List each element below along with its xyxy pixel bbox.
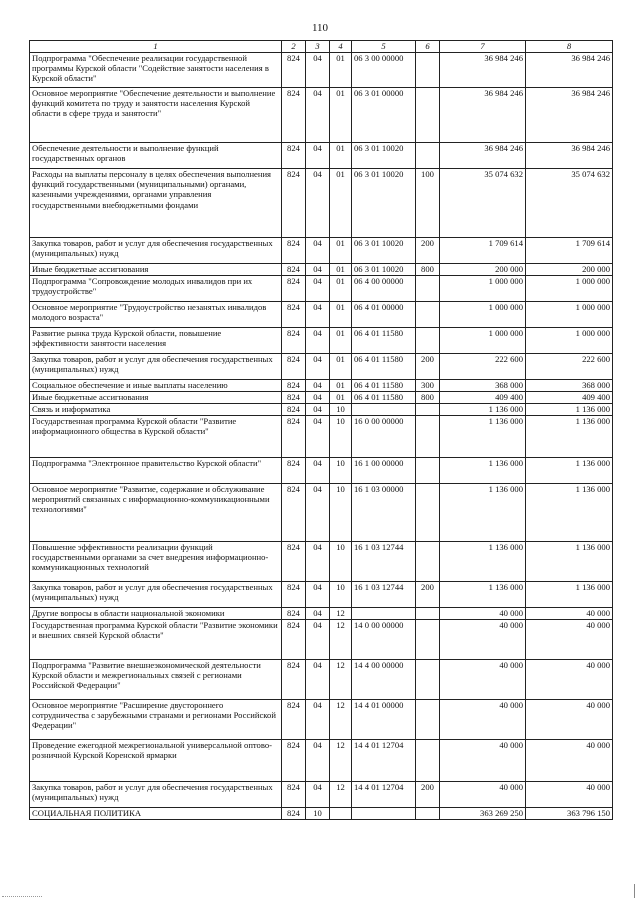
table-row	[30, 238, 613, 264]
table-row	[30, 458, 613, 484]
cell-name: Иные бюджетные ассигнования	[30, 392, 282, 404]
cell-amount-2: 40 000	[526, 660, 613, 700]
cell-subsection: 12	[330, 660, 352, 700]
table-row	[30, 143, 613, 169]
cell-target-article: 06 4 01 00000	[352, 302, 416, 328]
cell-target-article: 06 3 01 10020	[352, 238, 416, 264]
cell-expense-type	[416, 88, 440, 143]
cell-amount-2: 200 000	[526, 264, 613, 276]
cell-admin-code: 824	[282, 53, 306, 88]
cell-amount-1: 1 000 000	[440, 302, 526, 328]
cell-amount-2: 222 600	[526, 354, 613, 380]
cell-subsection	[330, 808, 352, 820]
table-row	[30, 700, 613, 740]
footer-scan-dots	[2, 896, 42, 899]
cell-name: Повышение эффективности реализации функций государственными органами за счет внедрения информационно-коммуникационных технологий	[30, 542, 282, 582]
cell-section: 04	[306, 169, 330, 238]
cell-section: 04	[306, 582, 330, 608]
cell-name: Социальное обеспечение и иные выплаты населению	[30, 380, 282, 392]
cell-target-article: 14 4 01 00000	[352, 700, 416, 740]
cell-amount-1: 40 000	[440, 620, 526, 660]
cell-section: 04	[306, 782, 330, 808]
cell-target-article: 06 3 00 00000	[352, 53, 416, 88]
table-row	[30, 380, 613, 392]
cell-name: Обеспечение деятельности и выполнение функций государственных органов	[30, 143, 282, 169]
cell-subsection: 12	[330, 740, 352, 782]
cell-expense-type	[416, 608, 440, 620]
cell-subsection: 01	[330, 328, 352, 354]
cell-admin-code: 824	[282, 404, 306, 416]
cell-subsection: 01	[330, 302, 352, 328]
table-row	[30, 608, 613, 620]
cell-admin-code: 824	[282, 582, 306, 608]
cell-amount-2: 36 984 246	[526, 88, 613, 143]
cell-target-article: 06 4 01 11580	[352, 354, 416, 380]
cell-expense-type	[416, 484, 440, 542]
cell-subsection: 10	[330, 416, 352, 458]
cell-amount-1: 363 269 250	[440, 808, 526, 820]
cell-expense-type: 200	[416, 782, 440, 808]
table-row	[30, 660, 613, 700]
cell-admin-code: 824	[282, 238, 306, 264]
cell-subsection: 10	[330, 542, 352, 582]
edge-scan-mark	[634, 884, 635, 898]
cell-admin-code: 824	[282, 416, 306, 458]
cell-target-article: 06 3 01 10020	[352, 169, 416, 238]
cell-amount-1: 35 074 632	[440, 169, 526, 238]
cell-name: Государственная программа Курской области "Развитие информационного общества в Курской области"	[30, 416, 282, 458]
cell-section: 04	[306, 143, 330, 169]
cell-subsection: 01	[330, 276, 352, 302]
cell-expense-type: 800	[416, 392, 440, 404]
table-row	[30, 620, 613, 660]
cell-expense-type	[416, 302, 440, 328]
cell-amount-2: 40 000	[526, 700, 613, 740]
cell-target-article	[352, 404, 416, 416]
cell-subsection: 12	[330, 782, 352, 808]
table-row	[30, 484, 613, 542]
cell-subsection: 01	[330, 53, 352, 88]
cell-amount-1: 200 000	[440, 264, 526, 276]
cell-expense-type	[416, 740, 440, 782]
cell-name: Закупка товаров, работ и услуг для обеспечения государственных (муниципальных) нужд	[30, 582, 282, 608]
header-col-2: 2	[282, 41, 306, 53]
cell-amount-1: 368 000	[440, 380, 526, 392]
cell-name: Основное мероприятие "Обеспечение деятельности и выполнение функций комитета по труду и занятости населения Курской области в сфере труда и занятости"	[30, 88, 282, 143]
cell-subsection: 01	[330, 354, 352, 380]
cell-amount-2: 1 000 000	[526, 328, 613, 354]
page-number: 110	[311, 22, 329, 34]
cell-target-article: 06 3 01 10020	[352, 264, 416, 276]
cell-name: Закупка товаров, работ и услуг для обеспечения государственных (муниципальных) нужд	[30, 782, 282, 808]
cell-section: 04	[306, 302, 330, 328]
cell-subsection: 10	[330, 484, 352, 542]
cell-admin-code: 824	[282, 328, 306, 354]
cell-expense-type: 200	[416, 354, 440, 380]
cell-expense-type	[416, 458, 440, 484]
cell-name: Связь и информатика	[30, 404, 282, 416]
cell-amount-2: 1 136 000	[526, 542, 613, 582]
cell-name: Подпрограмма "Развитие внешнеэкономической деятельности Курской области и межрегиональных связей с регионами Российской Федерации"	[30, 660, 282, 700]
cell-name: Подпрограмма "Электронное правительство Курской области"	[30, 458, 282, 484]
cell-expense-type	[416, 143, 440, 169]
cell-subsection: 01	[330, 143, 352, 169]
cell-name: Подпрограмма "Обеспечение реализации государственной программы Курской области "Содействие занятости населения в Курской области"	[30, 53, 282, 88]
cell-expense-type	[416, 542, 440, 582]
cell-section: 04	[306, 276, 330, 302]
cell-target-article: 14 4 01 12704	[352, 740, 416, 782]
table-row	[30, 782, 613, 808]
cell-expense-type	[416, 53, 440, 88]
cell-section: 04	[306, 660, 330, 700]
cell-section: 04	[306, 458, 330, 484]
cell-amount-2: 1 136 000	[526, 582, 613, 608]
cell-amount-1: 1 136 000	[440, 404, 526, 416]
table-row	[30, 740, 613, 782]
cell-amount-2: 1 000 000	[526, 276, 613, 302]
cell-admin-code: 824	[282, 276, 306, 302]
cell-admin-code: 824	[282, 354, 306, 380]
cell-section: 04	[306, 264, 330, 276]
cell-amount-1: 1 136 000	[440, 416, 526, 458]
cell-target-article: 06 4 01 11580	[352, 380, 416, 392]
cell-amount-2: 40 000	[526, 608, 613, 620]
cell-target-article: 16 1 03 12744	[352, 582, 416, 608]
cell-section: 04	[306, 608, 330, 620]
cell-admin-code: 824	[282, 782, 306, 808]
cell-subsection: 10	[330, 404, 352, 416]
table-row	[30, 808, 613, 820]
cell-name: Закупка товаров, работ и услуг для обеспечения государственных (муниципальных) нужд	[30, 354, 282, 380]
cell-section: 04	[306, 380, 330, 392]
cell-amount-1: 1 136 000	[440, 542, 526, 582]
header-col-4: 4	[330, 41, 352, 53]
cell-amount-1: 40 000	[440, 740, 526, 782]
cell-admin-code: 824	[282, 392, 306, 404]
cell-admin-code: 824	[282, 264, 306, 276]
table-row	[30, 416, 613, 458]
cell-expense-type	[416, 276, 440, 302]
table-row	[30, 302, 613, 328]
cell-subsection: 01	[330, 169, 352, 238]
cell-section: 04	[306, 620, 330, 660]
header-col-8: 8	[526, 41, 613, 53]
cell-amount-2: 1 136 000	[526, 484, 613, 542]
cell-section: 04	[306, 542, 330, 582]
cell-amount-1: 1 136 000	[440, 582, 526, 608]
cell-amount-1: 1 000 000	[440, 276, 526, 302]
cell-amount-2: 1 136 000	[526, 404, 613, 416]
budget-table	[29, 40, 613, 820]
cell-admin-code: 824	[282, 542, 306, 582]
cell-expense-type: 200	[416, 582, 440, 608]
cell-admin-code: 824	[282, 740, 306, 782]
cell-name: Расходы на выплаты персоналу в целях обеспечения выполнения функций государственными (муниципальными) органами, казенными учреждениями, органами управления государственными внебюджетными фондами	[30, 169, 282, 238]
header-col-1: 1	[30, 41, 282, 53]
cell-section: 04	[306, 328, 330, 354]
cell-expense-type: 100	[416, 169, 440, 238]
cell-amount-1: 40 000	[440, 608, 526, 620]
cell-name: Закупка товаров, работ и услуг для обеспечения государственных (муниципальных) нужд	[30, 238, 282, 264]
cell-expense-type	[416, 808, 440, 820]
cell-name: Основное мероприятие "Трудоустройство незанятых инвалидов молодого возраста"	[30, 302, 282, 328]
cell-target-article: 16 1 03 12744	[352, 542, 416, 582]
cell-expense-type	[416, 328, 440, 354]
cell-name: Иные бюджетные ассигнования	[30, 264, 282, 276]
cell-admin-code: 824	[282, 302, 306, 328]
cell-subsection: 01	[330, 392, 352, 404]
cell-amount-2: 36 984 246	[526, 143, 613, 169]
cell-name: Основное мероприятие "Расширение двустороннего сотрудничества с зарубежными странами и регионами Российской Федерации"	[30, 700, 282, 740]
cell-amount-2: 1 136 000	[526, 416, 613, 458]
table-row	[30, 582, 613, 608]
cell-name: Основное мероприятие "Развитие, содержание и обслуживание мероприятий связанных с информационно-коммуникационными технологиями"	[30, 484, 282, 542]
cell-admin-code: 824	[282, 484, 306, 542]
table-row	[30, 264, 613, 276]
cell-section: 04	[306, 484, 330, 542]
cell-expense-type: 200	[416, 238, 440, 264]
cell-admin-code: 824	[282, 458, 306, 484]
cell-amount-1: 40 000	[440, 700, 526, 740]
cell-target-article: 06 3 01 10020	[352, 143, 416, 169]
cell-admin-code: 824	[282, 143, 306, 169]
cell-amount-2: 363 796 150	[526, 808, 613, 820]
cell-amount-1: 1 136 000	[440, 458, 526, 484]
table-row	[30, 542, 613, 582]
cell-expense-type	[416, 700, 440, 740]
cell-section: 04	[306, 392, 330, 404]
cell-amount-1: 1 136 000	[440, 484, 526, 542]
table-row	[30, 169, 613, 238]
cell-section: 04	[306, 88, 330, 143]
cell-section: 04	[306, 700, 330, 740]
cell-expense-type	[416, 620, 440, 660]
cell-target-article: 16 0 00 00000	[352, 416, 416, 458]
header-col-3: 3	[306, 41, 330, 53]
cell-amount-1: 1 000 000	[440, 328, 526, 354]
cell-amount-2: 1 136 000	[526, 458, 613, 484]
table-header-row	[30, 41, 613, 53]
cell-target-article: 06 3 01 00000	[352, 88, 416, 143]
cell-amount-1: 40 000	[440, 782, 526, 808]
cell-amount-2: 368 000	[526, 380, 613, 392]
cell-admin-code: 824	[282, 660, 306, 700]
cell-section: 04	[306, 238, 330, 264]
cell-section: 04	[306, 740, 330, 782]
cell-amount-1: 40 000	[440, 660, 526, 700]
cell-admin-code: 824	[282, 169, 306, 238]
cell-admin-code: 824	[282, 700, 306, 740]
cell-section: 04	[306, 416, 330, 458]
cell-section: 04	[306, 404, 330, 416]
cell-target-article: 16 1 00 00000	[352, 458, 416, 484]
cell-target-article: 16 1 03 00000	[352, 484, 416, 542]
table-row	[30, 88, 613, 143]
cell-amount-1: 36 984 246	[440, 53, 526, 88]
cell-name: Государственная программа Курской области "Развитие экономики и внешних связей Курской области"	[30, 620, 282, 660]
cell-amount-2: 1 709 614	[526, 238, 613, 264]
cell-amount-2: 40 000	[526, 620, 613, 660]
cell-subsection: 01	[330, 380, 352, 392]
table-row	[30, 53, 613, 88]
cell-subsection: 01	[330, 238, 352, 264]
cell-admin-code: 824	[282, 88, 306, 143]
cell-target-article	[352, 808, 416, 820]
header-col-5: 5	[352, 41, 416, 53]
cell-section: 04	[306, 354, 330, 380]
cell-admin-code: 824	[282, 620, 306, 660]
cell-expense-type	[416, 660, 440, 700]
cell-expense-type: 800	[416, 264, 440, 276]
cell-subsection: 12	[330, 620, 352, 660]
cell-target-article: 14 0 00 00000	[352, 620, 416, 660]
cell-target-article: 06 4 01 11580	[352, 392, 416, 404]
cell-amount-2: 36 984 246	[526, 53, 613, 88]
cell-subsection: 10	[330, 458, 352, 484]
cell-expense-type: 300	[416, 380, 440, 392]
cell-section: 04	[306, 53, 330, 88]
cell-expense-type	[416, 404, 440, 416]
cell-amount-2: 409 400	[526, 392, 613, 404]
cell-subsection: 01	[330, 264, 352, 276]
cell-amount-1: 36 984 246	[440, 143, 526, 169]
cell-amount-2: 40 000	[526, 782, 613, 808]
table-row	[30, 392, 613, 404]
cell-subsection: 10	[330, 582, 352, 608]
cell-admin-code: 824	[282, 380, 306, 392]
cell-amount-2: 40 000	[526, 740, 613, 782]
table-row	[30, 354, 613, 380]
cell-subsection: 12	[330, 608, 352, 620]
cell-target-article: 06 4 01 11580	[352, 328, 416, 354]
cell-target-article: 06 4 00 00000	[352, 276, 416, 302]
cell-section: 10	[306, 808, 330, 820]
cell-amount-1: 1 709 614	[440, 238, 526, 264]
cell-name: Проведение ежегодной межрегиональной универсальной оптово-розничной Курской Коренской ярмарки	[30, 740, 282, 782]
cell-name: Развитие рынка труда Курской области, повышение эффективности занятости населения	[30, 328, 282, 354]
cell-amount-1: 222 600	[440, 354, 526, 380]
table-row	[30, 404, 613, 416]
cell-amount-2: 35 074 632	[526, 169, 613, 238]
cell-admin-code: 824	[282, 608, 306, 620]
cell-amount-1: 409 400	[440, 392, 526, 404]
cell-expense-type	[416, 416, 440, 458]
table-row	[30, 276, 613, 302]
cell-amount-1: 36 984 246	[440, 88, 526, 143]
header-col-6: 6	[416, 41, 440, 53]
cell-name: Другие вопросы в области национальной экономики	[30, 608, 282, 620]
cell-amount-2: 1 000 000	[526, 302, 613, 328]
cell-subsection: 12	[330, 700, 352, 740]
cell-admin-code: 824	[282, 808, 306, 820]
header-col-7: 7	[440, 41, 526, 53]
cell-target-article: 14 4 00 00000	[352, 660, 416, 700]
table-row	[30, 328, 613, 354]
cell-name: Подпрограмма "Сопровождение молодых инвалидов при их трудоустройстве"	[30, 276, 282, 302]
cell-subsection: 01	[330, 88, 352, 143]
cell-name: СОЦИАЛЬНАЯ ПОЛИТИКА	[30, 808, 282, 820]
cell-target-article: 14 4 01 12704	[352, 782, 416, 808]
cell-target-article	[352, 608, 416, 620]
